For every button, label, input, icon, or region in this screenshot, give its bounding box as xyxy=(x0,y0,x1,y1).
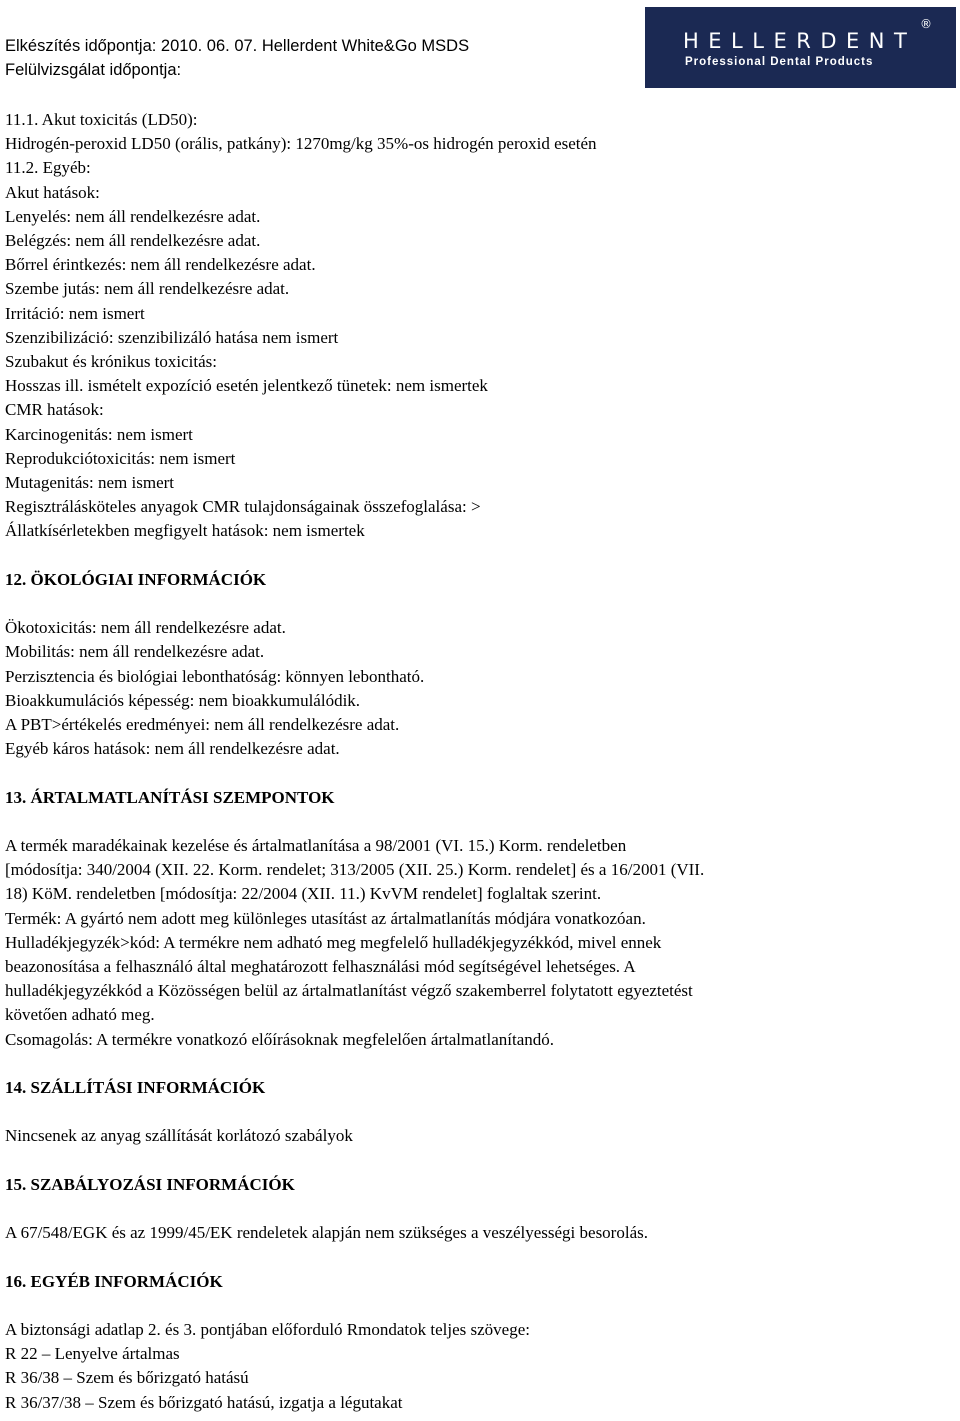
text-line: Regisztrálásköteles anyagok CMR tulajdonságainak összefoglalása: > xyxy=(5,497,481,517)
text-line: A PBT>értékelés eredményei: nem áll rendelkezésre adat. xyxy=(5,715,400,735)
text-line: Szubakut és krónikus toxicitás: xyxy=(5,352,218,372)
section-15 xyxy=(5,1221,955,1245)
text-line: Bioakkumulációs képesség: nem bioakkumulálódik. xyxy=(5,690,361,710)
section-12-heading: 12. ÖKOLÓGIAI INFORMÁCIÓK xyxy=(5,569,267,589)
text-line: R 36/38 – Szem és bőrizgató hatású xyxy=(5,1368,249,1388)
document-body xyxy=(5,108,955,1415)
text-line: Belégzés: nem áll rendelkezésre adat. xyxy=(5,231,261,251)
text-line: 11.1. Akut toxicitás (LD50): xyxy=(5,110,198,129)
text-line: beazonosítása a felhasználó által meghatározott felhasználási mód segítségével lehetséges. A xyxy=(5,957,636,977)
text-line: Mutagenitás: nem ismert xyxy=(5,473,175,493)
section-13-heading: 13. ÁRTALMATLANÍTÁSI SZEMPONTOK xyxy=(5,787,335,807)
text-line: CMR hatások: xyxy=(5,400,104,420)
text-line: A biztonsági adatlap 2. és 3. pontjában előforduló Rmondatok teljes szövege: xyxy=(5,1320,530,1339)
text-line: Egyéb káros hatások: nem áll rendelkezésre adat. xyxy=(5,739,340,759)
section-13 xyxy=(5,834,955,1052)
text-line: Irritáció: nem ismert xyxy=(5,303,145,323)
text-line: Csomagolás: A termékre vonatkozó előírásoknak megfelelően ártalmatlanítandó. xyxy=(5,1029,555,1049)
text-line: R 36/37/38 – Szem és bőrizgató hatású, izgatja a légutakat xyxy=(5,1392,403,1412)
text-line: R 22 – Lenyelve ártalmas xyxy=(5,1344,180,1364)
logo-tagline: Professional Dental Products xyxy=(685,56,874,68)
text-line: Ökotoxicitás: nem áll rendelkezésre adat. xyxy=(5,618,286,638)
section-16-heading: 16. EGYÉB INFORMÁCIÓK xyxy=(5,1271,223,1291)
section-11 xyxy=(5,108,955,544)
document-header xyxy=(5,34,469,82)
text-line: Reprodukciótoxicitás: nem ismert xyxy=(5,448,236,468)
text-line: Mobilitás: nem áll rendelkezésre adat. xyxy=(5,642,265,662)
text-line: A 67/548/EGK és az 1999/45/EK rendeletek alapján nem szükséges a veszélyességi besorolás. xyxy=(5,1223,648,1243)
logo-name: HELLERDENT xyxy=(683,29,917,53)
text-line: 11.2. Egyéb: xyxy=(5,158,91,178)
text-line: A termék maradékainak kezelése és ártalmatlanítása a 98/2001 (VI. 15.) Korm. rendeletben xyxy=(5,836,627,856)
section-14 xyxy=(5,1124,955,1148)
text-line: [módosítja: 340/2004 (XII. 22. Korm. rendelet; 313/2005 (XII. 25.) Korm. rendelet] és a 16/2001 (VII. xyxy=(5,860,705,880)
registered-mark: ® xyxy=(920,17,932,31)
text-line: Állatkísérletekben megfigyelt hatások: nem ismertek xyxy=(5,521,365,541)
text-line: 18) KöM. rendeletben [módosítja: 22/2004 (XII. 11.) KvVM rendelet] foglaltak szerint. xyxy=(5,884,602,904)
section-16 xyxy=(5,1318,955,1415)
text-line: Perzisztencia és biológiai lebonthatóság: könnyen lebontható. xyxy=(5,666,425,686)
text-line: Akut hatások: xyxy=(5,182,100,202)
text-line: Hidrogén-peroxid LD50 (orális, patkány): 1270mg/kg 35%-os hidrogén peroxid esetén xyxy=(5,134,597,154)
text-line: Szenzibilizáció: szenzibilizáló hatása nem ismert xyxy=(5,327,339,347)
section-12 xyxy=(5,616,955,761)
text-line: Hosszas ill. ismételt expozíció esetén jelentkező tünetek: nem ismertek xyxy=(5,376,488,396)
text-line: Hulladékjegyzék>kód: A termékre nem adható meg megfelelő hulladékjegyzékkód, mivel ennek xyxy=(5,932,662,952)
text-line: hulladékjegyzékkód a Közösségen belül az ártalmatlanítást végző szakemberrel folytatott egyeztetést xyxy=(5,981,693,1001)
text-line: Nincsenek az anyag szállítását korlátozó szabályok xyxy=(5,1126,353,1146)
text-line: Szembe jutás: nem áll rendelkezésre adat. xyxy=(5,279,290,299)
text-line: követően adható meg. xyxy=(5,1005,155,1025)
header-date-title: Elkészítés időpontja: 2010. 06. 07. Hellerdent White&Go MSDS xyxy=(5,37,470,55)
text-line: Karcinogenitás: nem ismert xyxy=(5,424,193,444)
text-line: Lenyelés: nem áll rendelkezésre adat. xyxy=(5,206,261,226)
hellerdent-logo xyxy=(645,7,956,88)
text-line: Bőrrel érintkezés: nem áll rendelkezésre adat. xyxy=(5,255,316,275)
section-14-heading: 14. SZÁLLÍTÁSI INFORMÁCIÓK xyxy=(5,1078,266,1098)
header-review-date: Felülvizsgálat időpontja: xyxy=(5,61,182,79)
text-line: Termék: A gyártó nem adott meg különleges utasítást az ártalmatlanítás módjára vonatkozóan. xyxy=(5,908,646,928)
section-15-heading: 15. SZABÁLYOZÁSI INFORMÁCIÓK xyxy=(5,1174,295,1194)
